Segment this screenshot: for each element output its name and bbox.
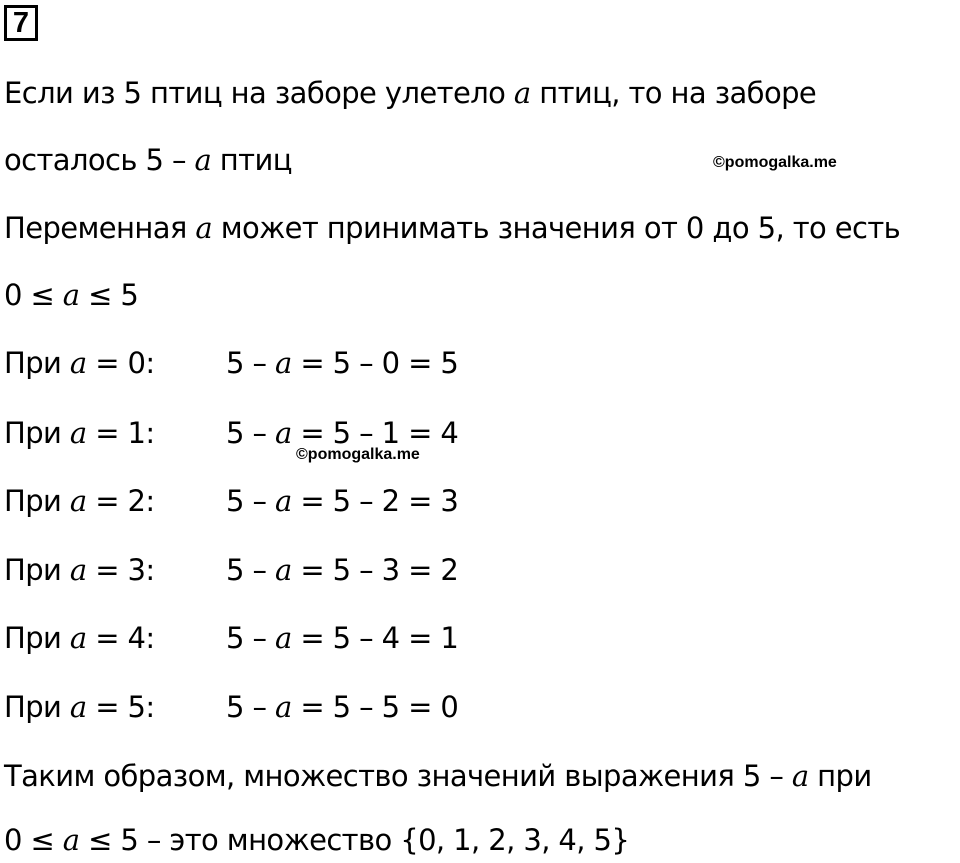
text-line-variable-range xyxy=(4,208,900,248)
text-line-conclusion xyxy=(4,756,872,796)
text-segment: ≤ 5 – это множество {0, 1, 2, 3, 4, 5} xyxy=(79,823,630,857)
calculation-expression: 5 – a = 5 – 3 = 2 xyxy=(226,553,459,587)
text-line-inequality xyxy=(4,275,138,315)
text-segment: Если из 5 птиц на заборе улетело xyxy=(4,76,514,110)
text-segment: 0 ≤ xyxy=(4,823,63,857)
text-segment: 0 ≤ xyxy=(4,278,63,312)
variable-a: a xyxy=(194,143,212,177)
variable-a: a xyxy=(62,278,80,312)
variable-a: a xyxy=(195,211,213,245)
text-segment: Таким образом, множество значений выражения 5 – xyxy=(4,759,792,793)
calculation-expression: 5 – a = 5 – 1 = 4 xyxy=(226,416,459,450)
problem-number-box: 7 xyxy=(4,5,38,41)
variable-a: a xyxy=(69,553,87,587)
variable-a: a xyxy=(69,416,87,450)
variable-a: a xyxy=(275,553,292,587)
variable-a: a xyxy=(69,621,87,655)
calculation-row xyxy=(4,687,458,727)
variable-a: a xyxy=(275,690,292,724)
calculation-row xyxy=(4,481,458,521)
text-segment: птиц, то на заборе xyxy=(530,76,817,110)
variable-a: a xyxy=(275,484,292,518)
variable-a: a xyxy=(275,346,292,380)
watermark: ©pomogalka.me xyxy=(713,154,837,171)
calculation-expression: 5 – a = 5 – 2 = 3 xyxy=(226,484,459,518)
calculation-label: При a = 5: xyxy=(4,690,155,724)
variable-a: a xyxy=(791,759,809,793)
variable-a: a xyxy=(275,416,292,450)
text-segment: птиц xyxy=(211,143,292,177)
calculation-row xyxy=(4,550,458,590)
calculation-label: При a = 1: xyxy=(4,416,155,450)
calculation-label: При a = 0: xyxy=(4,346,155,380)
calculation-row xyxy=(4,343,458,383)
variable-a: a xyxy=(513,76,531,110)
variable-a: a xyxy=(62,823,80,857)
variable-a: a xyxy=(69,346,87,380)
text-line-birds-remaining xyxy=(4,140,292,180)
text-segment: ≤ 5 xyxy=(79,278,139,312)
variable-a: a xyxy=(275,621,292,655)
calculation-expression: 5 – a = 5 – 4 = 1 xyxy=(226,621,459,655)
text-segment: Переменная xyxy=(4,211,196,245)
calculation-row xyxy=(4,618,458,658)
watermark: ©pomogalka.me xyxy=(296,446,420,463)
text-segment: осталось 5 – xyxy=(4,143,195,177)
calculation-label: При a = 4: xyxy=(4,621,155,655)
calculation-expression: 5 – a = 5 – 0 = 5 xyxy=(226,346,459,380)
text-segment: может принимать значения от 0 до 5, то есть xyxy=(212,211,901,245)
text-line-birds-flew xyxy=(4,73,816,113)
calculation-label: При a = 2: xyxy=(4,484,155,518)
calculation-expression: 5 – a = 5 – 5 = 0 xyxy=(226,690,459,724)
variable-a: a xyxy=(69,690,87,724)
text-line-answer-set xyxy=(4,820,629,860)
calculation-label: При a = 3: xyxy=(4,553,155,587)
text-segment: при xyxy=(808,759,872,793)
variable-a: a xyxy=(69,484,87,518)
